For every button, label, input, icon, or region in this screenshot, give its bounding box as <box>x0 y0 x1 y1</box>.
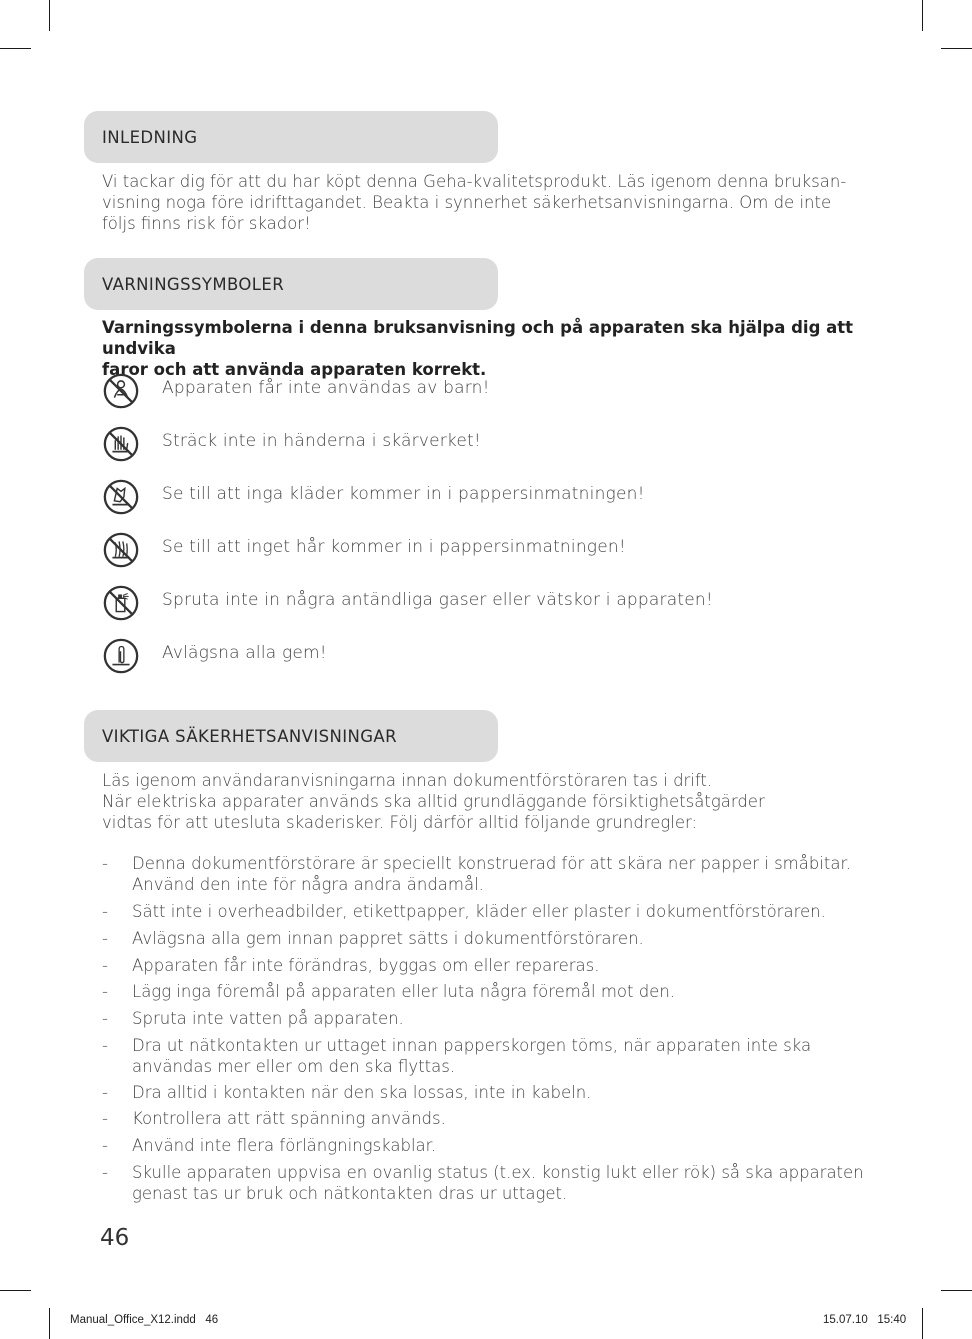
safety-intro <box>102 770 862 833</box>
text-line: Varningssymbolerna i denna bruksanvisning och på apparaten ska hjälpa dig att undvika <box>102 318 854 358</box>
bullet-dash: - <box>102 1163 108 1182</box>
rule-text: Använd inte flera förlängningskablar. <box>132 1136 437 1155</box>
rule-text: Spruta inte vatten på apparaten. <box>132 1009 404 1028</box>
bullet-dash: - <box>102 982 108 1001</box>
rule-text: Lägg inga föremål på apparaten eller luta några föremål mot den. <box>132 982 676 1001</box>
print-slug-file: Manual_Office_X12.indd 46 <box>70 1314 219 1326</box>
warning-item <box>102 583 713 623</box>
bullet-dash: - <box>102 929 108 948</box>
text-line: faror och att använda apparaten korrekt. <box>102 360 487 379</box>
no-paperclip-icon <box>102 637 140 675</box>
section-heading-label: VIKTIGA SÄKERHETSANVISNINGAR <box>102 726 397 746</box>
section-heading-warnings <box>84 258 498 310</box>
warning-text: Se till att inga kläder kommer in i pappersinmatningen! <box>162 484 645 504</box>
section-heading-intro <box>84 111 498 163</box>
print-slug-date: 15.07.10 15:40 <box>823 1314 907 1326</box>
text-line: vidtas för att utesluta skaderisker. Följ därför alltid följande grundregler: <box>102 813 698 832</box>
warning-item <box>102 636 327 676</box>
safety-rule <box>102 853 872 895</box>
safety-rule <box>102 1162 872 1204</box>
section-heading-safety <box>84 710 498 762</box>
text-line: Vi tackar dig för att du har köpt denna Geha-kvalitetsprodukt. Läs igenom denna bruksan- <box>102 172 847 191</box>
bullet-dash: - <box>102 1009 108 1028</box>
warning-text: Sträck inte in händerna i skärverket! <box>162 431 481 451</box>
crop-mark <box>941 48 972 49</box>
warning-text: Apparaten får inte användas av barn! <box>162 378 490 398</box>
rule-text: Dra alltid i kontakten när den ska lossas, inte in kabeln. <box>132 1083 592 1102</box>
safety-rule <box>102 901 872 922</box>
crop-mark <box>0 1290 31 1291</box>
warning-item <box>102 424 481 464</box>
bullet-dash: - <box>102 1109 108 1128</box>
rule-text: användas mer eller om den ska flyttas. <box>132 1057 456 1076</box>
warning-text: Se till att inget hår kommer in i pappersinmatningen! <box>162 537 626 557</box>
warning-item <box>102 371 490 411</box>
bullet-dash: - <box>102 1083 108 1102</box>
bullet-dash: - <box>102 1136 108 1155</box>
safety-rule <box>102 928 872 949</box>
safety-rule <box>102 1108 872 1129</box>
warning-item <box>102 477 645 517</box>
warning-text: Spruta inte in några antändliga gaser eller vätskor i apparaten! <box>162 590 713 610</box>
warning-text: Avlägsna alla gem! <box>162 643 327 663</box>
rule-text: Använd den inte för några andra ändamål. <box>132 875 484 894</box>
text-line: följs finns risk för skador! <box>102 214 311 233</box>
safety-rule <box>102 1135 872 1156</box>
rule-text: genast tas ur bruk och nätkontakten dras ur uttaget. <box>132 1184 568 1203</box>
bullet-dash: - <box>102 956 108 975</box>
rule-text: Avlägsna alla gem innan pappret sätts i dokumentförstöraren. <box>132 929 644 948</box>
text-line: Läs igenom användaranvisningarna innan dokumentförstöraren tas i drift. <box>102 771 713 790</box>
rule-text: Dra ut nätkontakten ur uttaget innan papperskorgen töms, när apparaten inte ska <box>132 1036 812 1055</box>
safety-rule <box>102 1035 872 1077</box>
crop-mark <box>49 1308 50 1339</box>
rule-text: Sätt inte i overheadbilder, etikettpapper, kläder eller plaster i dokumentförstöraren. <box>132 902 826 921</box>
warning-item <box>102 530 626 570</box>
safety-rule <box>102 981 872 1002</box>
safety-rule <box>102 1008 872 1029</box>
rule-text: Apparaten får inte förändras, byggas om eller repareras. <box>132 956 600 975</box>
intro-paragraph <box>102 171 862 234</box>
safety-rule <box>102 955 872 976</box>
crop-mark <box>0 48 31 49</box>
rule-text: Denna dokumentförstörare är speciellt konstruerad för att skära ner papper i småbitar. <box>132 854 852 873</box>
page-number: 46 <box>100 1225 130 1251</box>
crop-mark <box>941 1290 972 1291</box>
text-line: När elektriska apparater används ska alltid grundläggande försiktighetsåtgärder <box>102 792 765 811</box>
section-heading-label: VARNINGSSYMBOLER <box>102 274 285 294</box>
crop-mark <box>922 0 923 31</box>
no-clothing-icon <box>102 478 140 516</box>
crop-mark <box>49 0 50 31</box>
crop-mark <box>922 1308 923 1339</box>
no-hands-icon <box>102 425 140 463</box>
bullet-dash: - <box>102 854 108 873</box>
section-heading-label: INLEDNING <box>102 127 198 147</box>
no-children-icon <box>102 372 140 410</box>
safety-rule <box>102 1082 872 1103</box>
rule-text: Kontrollera att rätt spänning används. <box>132 1109 446 1128</box>
no-spray-icon <box>102 584 140 622</box>
warnings-lead <box>102 317 862 380</box>
rule-text: Skulle apparaten uppvisa en ovanlig status (t.ex. konstig lukt eller rök) så ska apparaten <box>132 1163 864 1182</box>
bullet-dash: - <box>102 1036 108 1055</box>
bullet-dash: - <box>102 902 108 921</box>
text-line: visning noga före idrifttagandet. Beakta i synnerhet säkerhetsanvisningarna. Om de inte <box>102 193 832 212</box>
no-hair-icon <box>102 531 140 569</box>
